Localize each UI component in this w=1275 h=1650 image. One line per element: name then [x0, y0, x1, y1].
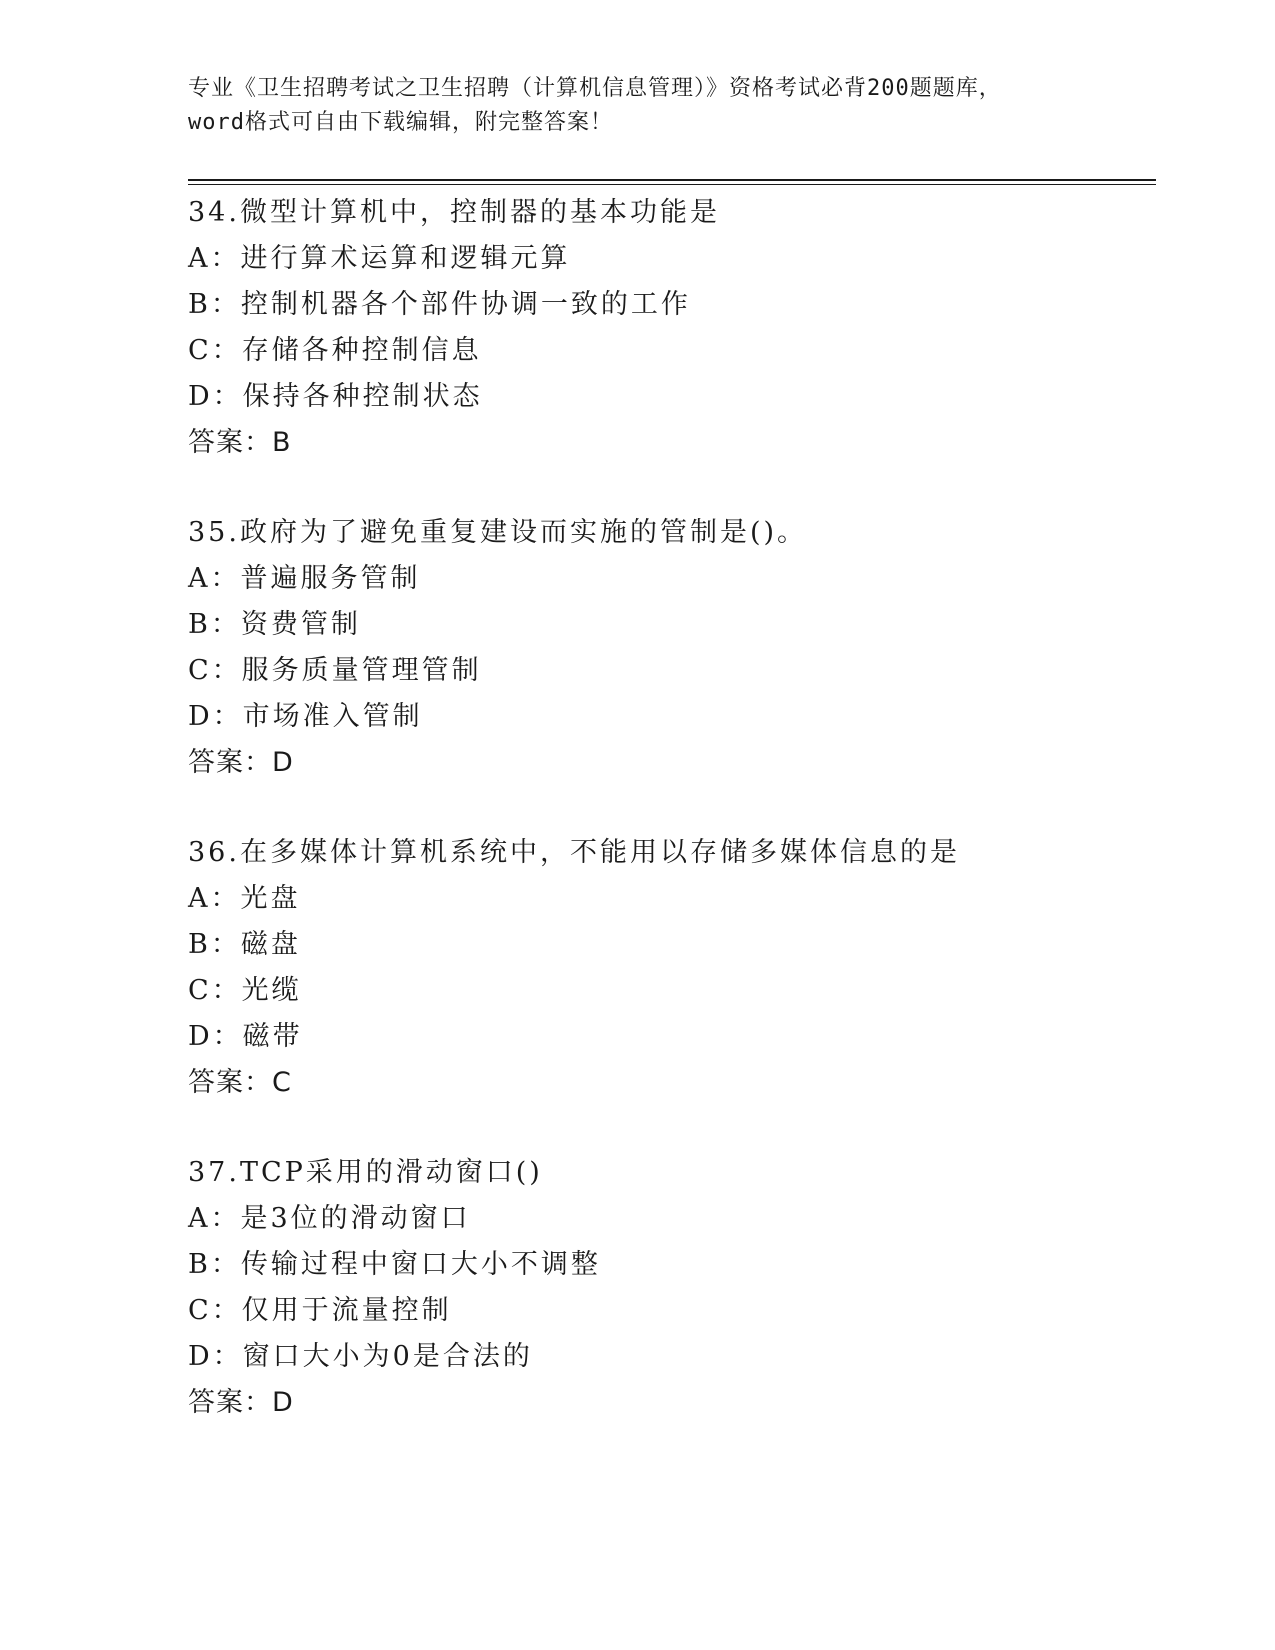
question-stem: 36.在多媒体计算机系统中，不能用以存储多媒体信息的是 [188, 837, 960, 868]
option-d: D：磁带 [188, 1021, 303, 1052]
option-a: A：进行算术运算和逻辑元算 [188, 243, 571, 274]
option-a: A：是3位的滑动窗口 [188, 1203, 471, 1234]
option-b: B：磁盘 [188, 929, 301, 960]
question-stem: 34.微型计算机中，控制器的基本功能是 [188, 197, 720, 228]
header-title-line-1: 专业《卫生招聘考试之卫生招聘（计算机信息管理）》资格考试必背200题题库， [188, 76, 1002, 101]
option-c: C：存储各种控制信息 [188, 335, 482, 366]
document-header [188, 72, 1088, 140]
question-stem: 35.政府为了避免重复建设而实施的管制是()。 [188, 517, 808, 548]
option-c: C：服务质量管理管制 [188, 655, 482, 686]
question-34 [188, 190, 1168, 510]
option-b: B：传输过程中窗口大小不调整 [188, 1249, 601, 1280]
header-divider-thin [188, 184, 1156, 185]
option-c: C：仅用于流量控制 [188, 1295, 452, 1326]
question-36 [188, 830, 1168, 1150]
option-a: A：普遍服务管制 [188, 563, 421, 594]
option-b: B：资费管制 [188, 609, 361, 640]
option-d: D：保持各种控制状态 [188, 381, 483, 412]
header-title-line-2: word格式可自由下载编辑，附完整答案！ [188, 110, 613, 135]
option-d: D：窗口大小为0是合法的 [188, 1341, 533, 1372]
option-a: A：光盘 [188, 883, 301, 914]
option-c: C：光缆 [188, 975, 302, 1006]
question-list [188, 190, 1168, 1470]
question-stem: 37.TCP采用的滑动窗口() [188, 1157, 543, 1188]
answer: 答案：D [188, 747, 294, 778]
answer: 答案：D [188, 1387, 294, 1418]
question-37 [188, 1150, 1168, 1470]
answer: 答案：C [188, 1067, 292, 1098]
question-35 [188, 510, 1168, 830]
option-d: D：市场准入管制 [188, 701, 423, 732]
header-divider [188, 179, 1156, 181]
answer: 答案：B [188, 427, 292, 458]
option-b: B：控制机器各个部件协调一致的工作 [188, 289, 691, 320]
